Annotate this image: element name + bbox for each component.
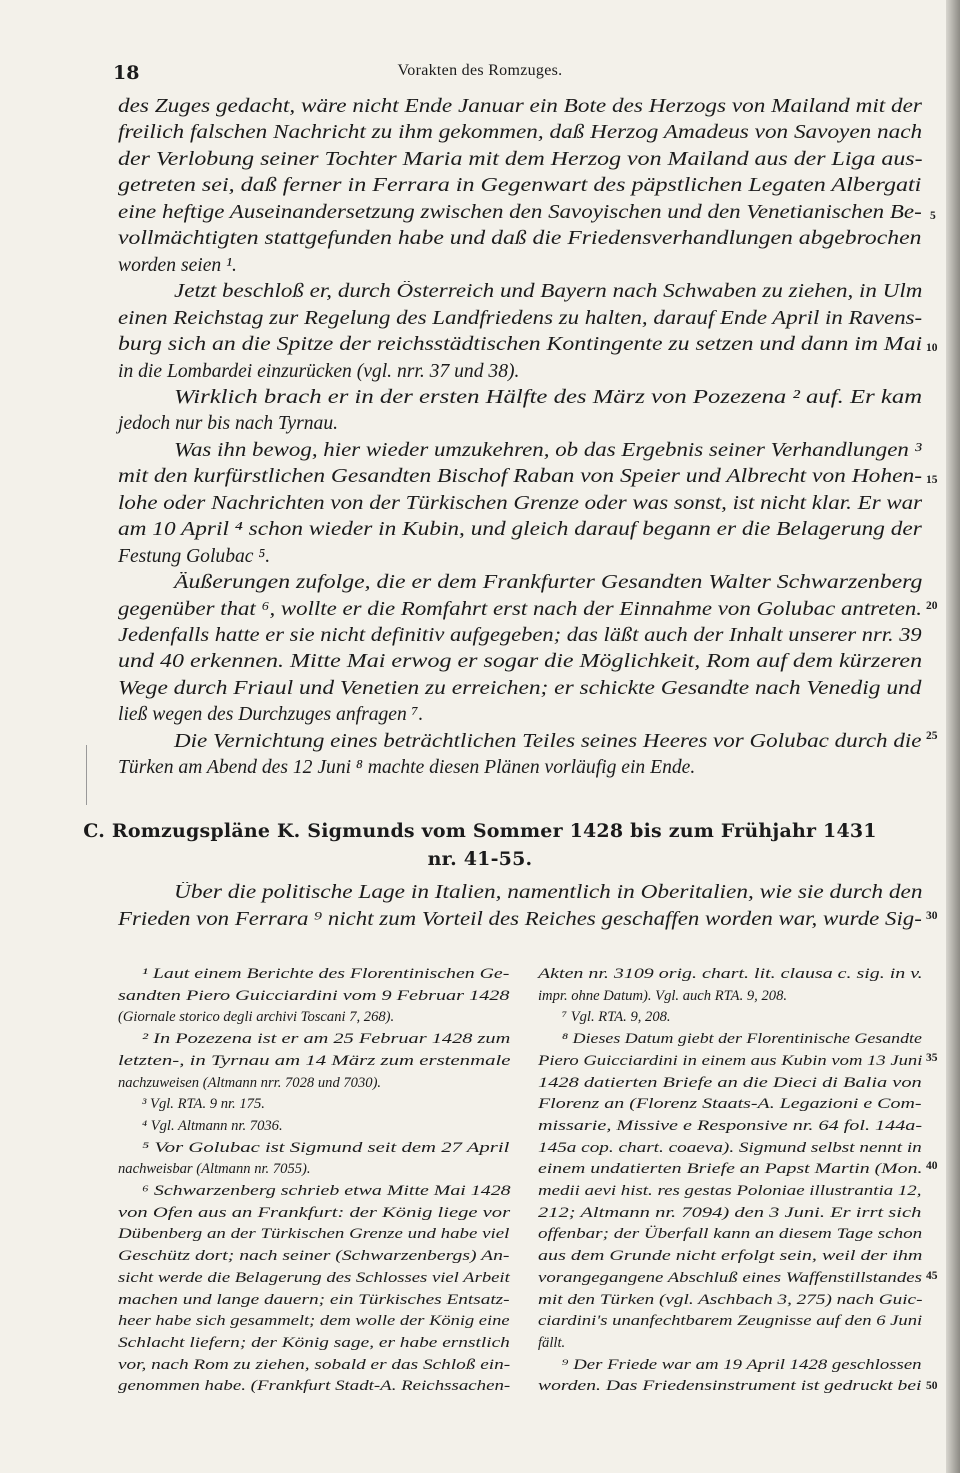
body-line: am 10 April ⁴ schon wieder in Kubin, und gleich darauf begann er die Belagerung der xyxy=(118,519,922,541)
footnote-line: ⁷ Vgl. RTA. 9, 208. xyxy=(562,1009,671,1026)
running-title: Vorakten des Romzuges. xyxy=(397,62,563,79)
footnote-line: ⁴ Vgl. Altmann nr. 7036. xyxy=(142,1117,283,1134)
margin-line-number: 35 xyxy=(926,1052,938,1064)
footnote-line: sandten Piero Guicciardini vom 9 Februar 1428 xyxy=(118,987,510,1004)
footnote-line: ciardini's unanfechtbarem Zeugnisse auf den 6 Juni xyxy=(538,1313,923,1330)
body-line: mit den kurfürstlichen Gesandten Bischof Raban von Speier und Albrecht von Hohen- xyxy=(118,466,923,488)
footnote-line: 145a cop. chart. coaeva). Sigmund selbst nennt in xyxy=(538,1139,922,1156)
footnote-line: ³ Vgl. RTA. 9 nr. 175. xyxy=(142,1096,265,1113)
footnote-line: 212; Altmann nr. 7094) den 3 Juni. Er irrt sich xyxy=(538,1204,922,1221)
body-line: eine heftige Auseinandersetzung zwischen den Savoyischen und den Venetianischen Be- xyxy=(118,201,922,223)
scan-mark xyxy=(86,745,87,805)
margin-line-number: 45 xyxy=(926,1270,938,1282)
body-line: Jetzt beschloß er, durch Österreich und Bayern nach Schwaben zu ziehen, in Ulm xyxy=(174,281,923,303)
footnote-line: letzten-, in Tyrnau am 14 März zum erstenmale xyxy=(118,1052,511,1069)
section-line: Über die politische Lage in Italien, namentlich in Oberitalien, wie sie durch den xyxy=(174,882,923,903)
footnote-line: heer habe sich gesammelt; dem wolle der König eine xyxy=(118,1313,510,1330)
body-line: Was ihn bewog, hier wieder umzukehren, ob das Ergebnis seiner Verhandlungen ³ xyxy=(174,439,922,461)
footnote-line: impr. ohne Datum). Vgl. auch RTA. 9, 208. xyxy=(538,987,788,1004)
margin-line-number: 10 xyxy=(926,342,938,354)
section-heading-range: nr. 41-55. xyxy=(427,848,533,870)
footnote-line: worden. Das Friedensinstrument ist gedruckt bei xyxy=(538,1378,922,1395)
margin-line-number: 25 xyxy=(926,730,938,742)
body-line: und 40 erkennen. Mitte Mai erwog er sogar die Möglichkeit, Rom auf dem kürzeren xyxy=(118,651,923,673)
body-line: einen Reichstag zur Regelung des Landfriedens zu halten, darauf Ende April in Ravens- xyxy=(118,307,923,329)
margin-line-number: 40 xyxy=(926,1160,938,1172)
body-line: in die Lombardei einzurücken (vgl. nrr. 37 und 38). xyxy=(118,360,520,382)
margin-line-number: 20 xyxy=(926,600,938,612)
body-line: Wirklich brach er in der ersten Hälfte des März von Pozezena ² auf. Er kam xyxy=(174,386,923,408)
section-line: Frieden von Ferrara ⁹ nicht zum Vorteil des Reiches geschaffen worden war, wurde Sig- xyxy=(118,908,922,930)
footnote-line: missarie, Missive e Responsive nr. 64 fol. 144a- xyxy=(538,1117,923,1134)
footnote-line: genommen habe. (Frankfurt Stadt-A. Reichssachen- xyxy=(118,1378,511,1395)
footnote-line: ¹ Laut einem Berichte des Florentinischen Ge- xyxy=(142,966,510,982)
footnote-line: mit den Türken (vgl. Aschbach 3, 275) nach Guic- xyxy=(538,1291,923,1308)
footnote-line: 1428 datierten Briefe an die Dieci di Balia von xyxy=(538,1074,922,1091)
body-line: Türken am Abend des 12 Juni ⁸ machte diesen Plänen vorläufig ein Ende. xyxy=(118,757,696,779)
footnote-line: sicht werde die Belagerung des Schlosses viel Arbeit xyxy=(118,1269,510,1286)
section-heading-title: C. Romzugspläne K. Sigmunds vom Sommer 1428 bis zum Frühjahr 1431 xyxy=(83,820,877,842)
body-line: Die Vernichtung eines beträchtlichen Teiles seines Heeres vor Golubac durch die xyxy=(174,730,922,752)
margin-line-number: 5 xyxy=(930,210,936,222)
footnote-line: Geschütz dort; nach seiner (Schwarzenbergs) An- xyxy=(118,1248,510,1265)
body-line: Jedenfalls hatte er sie nicht definitiv aufgegeben; das läßt auch der Inhalt unserer nrr. 39 xyxy=(118,625,922,646)
footnote-line: medii aevi hist. res gestas Poloniae illustrantia 12, xyxy=(538,1183,922,1199)
footnote-line: ⁶ Schwarzenberg schrieb etwa Mitte Mai 1428 xyxy=(142,1183,511,1199)
footnote-line: ⁵ Vor Golubac ist Sigmund seit dem 27 April xyxy=(142,1139,510,1156)
footnote-line: machen und lange dauern; ein Türkisches Entsatz- xyxy=(118,1291,510,1308)
body-line: Äußerungen zufolge, die er dem Frankfurter Gesandten Walter Schwarzenberg xyxy=(174,572,923,594)
footnote-line: vor, nach Rom zu ziehen, sobald er das Schloß ein- xyxy=(118,1356,511,1373)
body-line: des Zuges gedacht, wäre nicht Ende Januar ein Bote des Herzogs von Mailand mit der xyxy=(118,96,922,117)
body-line: vollmächtigten stattgefunden habe und daß die Friedensverhandlungen abgebrochen xyxy=(118,228,922,250)
footnote-line: einem undatierten Briefe an Papst Martin (Mon. xyxy=(538,1161,923,1178)
footnote-line: fällt. xyxy=(538,1334,566,1351)
margin-line-number: 15 xyxy=(926,474,938,486)
footnote-line: (Giornale storico degli archivi Toscani 7, 268). xyxy=(118,1009,395,1026)
body-line: lohe oder Nachrichten von der Türkischen Grenze oder was sonst, ist nicht klar. Er war xyxy=(118,492,923,514)
page-edge-shadow xyxy=(946,0,960,1473)
footnote-line: Dübenberg an der Türkischen Grenze und habe viel xyxy=(118,1226,510,1243)
footnote-line: Schlacht liefern; der König sage, er habe ernstlich xyxy=(118,1334,510,1351)
page-number: 18 xyxy=(113,62,140,84)
body-line: worden seien ¹. xyxy=(118,254,237,276)
body-line: freilich falschen Nachricht zu ihm gekommen, daß Herzog Amadeus von Savoyen nach xyxy=(118,122,923,144)
footnote-line: nachweisbar (Altmann nr. 7055). xyxy=(118,1161,311,1178)
footnote-line: offenbar; der Überfall kann an diesem Tage schon xyxy=(538,1226,923,1243)
margin-line-number: 30 xyxy=(926,910,938,922)
body-line: burg sich an die Spitze der reichsstädtischen Kontingente zu setzen und dann im Mai xyxy=(118,334,923,356)
body-line: getreten sei, daß ferner in Ferrara in Gegenwart des päpstlichen Legaten Albergati xyxy=(118,175,922,197)
body-line: Festung Golubac ⁵. xyxy=(118,545,271,567)
body-line: ließ wegen des Durchzuges anfragen ⁷. xyxy=(118,704,424,726)
footnote-line: von Ofen aus an Frankfurt: der König liege vor xyxy=(118,1204,511,1221)
footnote-line: Piero Guicciardini in einem aus Kubin vom 13 Juni xyxy=(538,1052,923,1069)
footnote-line: vorangegangene Abschluß eines Waffenstillstandes xyxy=(538,1269,922,1286)
footnote-line: ⁸ Dieses Datum giebt der Florentinische Gesandte xyxy=(562,1031,922,1048)
margin-line-number: 50 xyxy=(926,1380,938,1392)
footnote-line: aus dem Grunde nicht erfolgt sein, weil der ihm xyxy=(538,1248,923,1265)
footnote-line: nachzuweisen (Altmann nrr. 7028 und 7030). xyxy=(118,1074,382,1091)
body-line: jedoch nur bis nach Tyrnau. xyxy=(118,413,339,435)
footnote-line: ² In Pozezena ist er am 25 Februar 1428 zum xyxy=(142,1031,511,1048)
body-line: der Verlobung seiner Tochter Maria mit dem Herzog von Mailand aus der Liga aus- xyxy=(118,148,923,170)
footnote-line: Akten nr. 3109 orig. chart. lit. clausa c. sig. in v. xyxy=(538,966,923,982)
footnote-line: Florenz an (Florenz Staats-A. Legazioni e Com- xyxy=(538,1096,922,1113)
body-line: gegenüber that ⁶, wollte er die Romfahrt erst nach der Einnahme von Golubac antreten. xyxy=(118,598,923,620)
body-line: Wege durch Friaul und Venetien zu erreichen; er schickte Gesandte nach Venedig und xyxy=(118,677,922,699)
footnote-line: ⁹ Der Friede war am 19 April 1428 geschlossen xyxy=(562,1356,922,1373)
